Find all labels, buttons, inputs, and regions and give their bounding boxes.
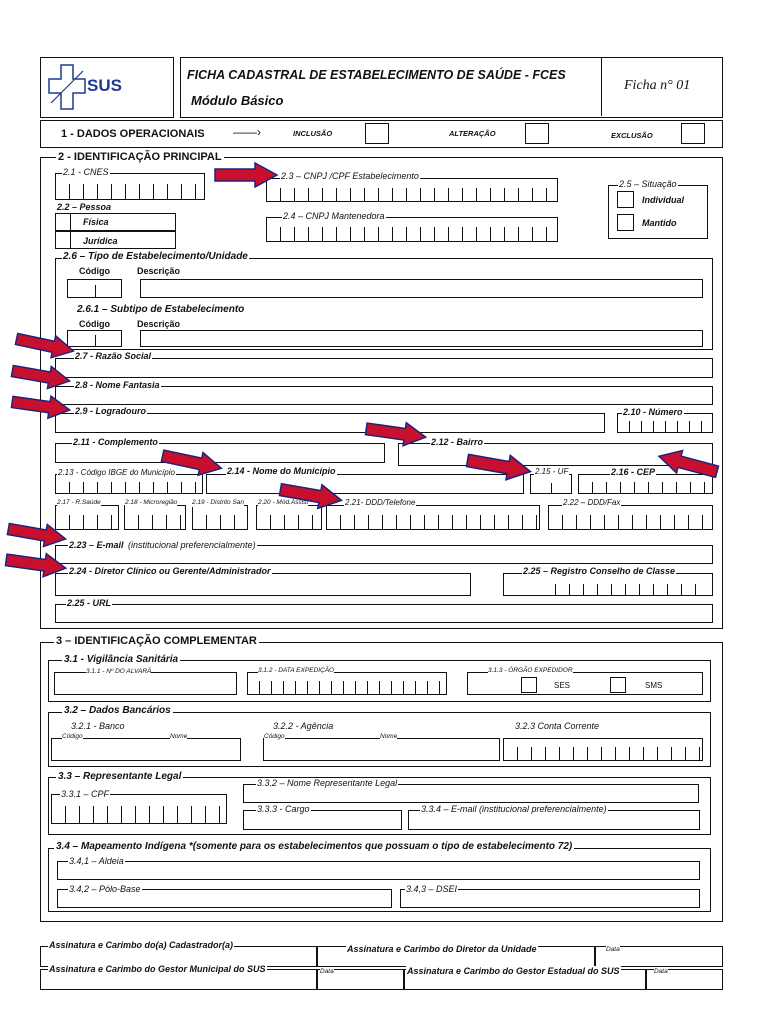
banco-label: 3.2.1 - Banco: [71, 721, 125, 731]
section-2-title: 2 - IDENTIFICAÇÃO PRINCIPAL: [58, 151, 222, 163]
logradouro-label: 2.9 - Logradouro: [75, 406, 147, 416]
juridica-label: Jurídica: [83, 236, 118, 246]
subtipo-descricao-label: Descrição: [137, 319, 181, 329]
vigilancia-sanitaria-label: 3.1 - Vigilância Sanitária: [64, 654, 179, 665]
cpf-label: 3.3.1 – CPF: [61, 789, 110, 799]
microregiao-label: 2.18 - Microregião: [125, 499, 178, 506]
banco-field[interactable]: [51, 738, 241, 761]
microregiao-field[interactable]: [124, 505, 186, 530]
banco-codigo-label: Código: [62, 733, 83, 740]
tipo-codigo-field[interactable]: [67, 279, 122, 298]
banco-nome-label: Nome: [170, 733, 188, 740]
situacao-label: 2.5 – Situação: [619, 179, 677, 189]
agencia-nome-label: Nome: [380, 733, 398, 740]
mantido-checkbox[interactable]: [617, 214, 634, 231]
inclusao-checkbox[interactable]: [365, 123, 389, 144]
url-label: 2.25 - URL: [67, 598, 112, 608]
uf-field[interactable]: [530, 474, 572, 494]
data-expedicao-label: 3.1.2 - DATA EXPEDIÇÃO: [258, 667, 335, 674]
tipo-descricao-label: Descrição: [137, 266, 181, 276]
ses-checkbox[interactable]: [521, 677, 537, 693]
logo-box: [40, 57, 174, 118]
cargo-label: 3.3.3 - Cargo: [257, 804, 310, 814]
codigo-ibge-label: 2.13 - Código IBGE do Município: [58, 468, 175, 477]
cnpj-mantenedora-label: 2.4 – CNPJ Mantenedora: [283, 211, 385, 221]
form-subtitle: Módulo Básico: [191, 93, 284, 108]
diretor-field[interactable]: [55, 573, 471, 596]
sms-checkbox[interactable]: [610, 677, 626, 693]
ficha-number: Ficha n° 01: [624, 78, 691, 93]
arrow-icon-cnpj: [213, 162, 279, 188]
signature-gestor-estadual-label: Assinatura e Carimbo do Gestor Estadual do SUS: [407, 966, 620, 976]
razao-social-field[interactable]: [55, 358, 713, 378]
cnes-label: 2.1 - CNES: [63, 167, 109, 177]
email-note: (institucional preferencialmente): [128, 540, 256, 550]
complemento-label: 2.11 - Complemento: [73, 437, 158, 447]
logo-text: SUS: [87, 76, 122, 95]
conta-corrente-field[interactable]: [503, 738, 703, 761]
registro-conselho-field[interactable]: [503, 573, 713, 596]
sms-label: SMS: [645, 681, 663, 690]
distrito-sanitario-field[interactable]: [192, 505, 248, 530]
arrow-right-icon: ——›: [233, 125, 261, 139]
agencia-field[interactable]: [263, 738, 500, 761]
signature-cadastrador-label: Assinatura e Carimbo do(a) Cadastrador(a): [49, 940, 234, 950]
mantido-label: Mantido: [642, 218, 677, 228]
alvara-label: 3.1.1 - Nº DO ALVARÁ: [86, 668, 152, 675]
aldeia-label: 3.4,1 – Aldeia: [69, 856, 124, 866]
agencia-codigo-label: Código: [264, 733, 285, 740]
signature-diretor-date-label: Data: [606, 946, 620, 953]
mapeamento-indigena-label: 3.4 – Mapeamento Indígena *(somente para os estabelecimentos que possuam o tipo de estabelecimento 72): [56, 841, 573, 852]
exclusao-checkbox[interactable]: [681, 123, 705, 144]
aldeia-field[interactable]: [57, 861, 700, 880]
nome-municipio-field[interactable]: [206, 474, 524, 494]
alteracao-checkbox[interactable]: [525, 123, 549, 144]
conta-corrente-label: 3.2.3 Conta Corrente: [515, 721, 600, 731]
alteracao-label: ALTERAÇÃO: [449, 129, 496, 138]
inclusao-label: INCLUSÃO: [293, 129, 333, 138]
modulo-assistencial-label: 2.20 - Mód.Assist: [258, 499, 309, 506]
signature-gestor-municipal-label: Assinatura e Carimbo do Gestor Municipal do SUS: [49, 964, 266, 974]
subtipo-descricao-field[interactable]: [140, 330, 703, 347]
polo-base-label: 3.4,2 – Pólo-Base: [69, 884, 141, 894]
url-field[interactable]: [55, 604, 713, 623]
cnes-field[interactable]: [55, 173, 205, 200]
orgao-expedidor-group: [467, 672, 703, 695]
nome-municipio-label: 2.14 - Nome do Município: [227, 466, 336, 476]
registro-conselho-label: 2.25 – Registro Conselho de Classe: [523, 566, 676, 576]
diretor-label: 2.24 - Diretor Clínico ou Gerente/Administrador: [69, 566, 271, 576]
cnpj-cpf-label: 2.3 – CNPJ /CPF Estabelecimento: [281, 171, 419, 181]
pessoa-juridica-option[interactable]: [55, 231, 176, 249]
ddd-telefone-field[interactable]: [326, 505, 540, 530]
dados-bancarios-label: 3.2 – Dados Bancários: [64, 705, 171, 716]
cnpj-cpf-field[interactable]: [266, 178, 558, 202]
regiao-saude-label: 2.17 - R.Saúde: [57, 499, 101, 506]
email-representante-label: 3.3.4 – E-mail (institucional preferencialmente): [421, 804, 607, 814]
tipo-descricao-field[interactable]: [140, 279, 703, 298]
ses-label: SES: [554, 681, 571, 690]
agencia-label: 3.2.2 - Agência: [273, 721, 334, 731]
pessoa-fisica-option[interactable]: [55, 213, 176, 231]
ddd-fax-label: 2.22 – DDD/Fax: [563, 498, 621, 507]
form-title: FICHA CADASTRAL DE ESTABELECIMENTO DE SAÚDE - FCES: [187, 68, 566, 82]
individual-checkbox[interactable]: [617, 191, 634, 208]
signature-gestor-municipal-date-label: Data: [320, 968, 334, 975]
ddd-fax-field[interactable]: [548, 505, 713, 530]
cep-label: 2.16 - CEP: [611, 467, 656, 477]
email-label: 2.23 – E-mail: [69, 540, 124, 550]
dsei-label: 3.4,3 – DSEI: [406, 884, 458, 894]
distrito-sanitario-label: 2.19 - Distrito San: [192, 499, 245, 506]
sus-cross-icon: [47, 63, 87, 111]
razao-social-label: 2.7 - Razão Social: [75, 351, 152, 361]
signature-gestor-estadual-date-label: Data: [654, 968, 668, 975]
data-expedicao-field[interactable]: [247, 672, 447, 695]
title-box: [180, 57, 723, 118]
individual-label: Individual: [642, 195, 685, 205]
numero-label: 2.10 - Número: [623, 407, 683, 417]
fisica-label: Física: [83, 217, 109, 227]
signature-diretor-label: Assinatura e Carimbo do Diretor da Unidade: [347, 944, 537, 954]
subtipo-label: 2.6.1 – Subtipo de Estabelecimento: [77, 304, 245, 315]
tipo-estabelecimento-label: 2.6 – Tipo de Estabelecimento/Unidade: [63, 251, 248, 262]
uf-label: 2.15 - UF: [535, 467, 569, 476]
nome-fantasia-label: 2.8 - Nome Fantasia: [75, 380, 160, 390]
ddd-telefone-label: 2.21- DDD/Telefone: [345, 498, 416, 507]
logradouro-field[interactable]: [55, 413, 605, 433]
section-3-title: 3 – IDENTIFICAÇÃO COMPLEMENTAR: [56, 635, 257, 647]
bairro-label: 2.12 - Bairro: [431, 437, 484, 447]
tipo-codigo-label: Código: [79, 266, 110, 276]
subtipo-codigo-label: Código: [79, 319, 110, 329]
orgao-expedidor-label: 3.1.3 - ÓRGÃO EXPEDIDOR: [488, 667, 573, 674]
situacao-group: [608, 185, 708, 239]
section-1-title: 1 - DADOS OPERACIONAIS: [61, 128, 205, 140]
nome-representante-label: 3.3.2 – Nome Representante Legal: [257, 778, 398, 788]
pessoa-label: 2.2 – Pessoa: [57, 202, 112, 212]
exclusao-label: EXCLUSÃO: [611, 131, 653, 140]
section-1-dados-operacionais: [40, 120, 723, 148]
representante-legal-label: 3.3 – Representante Legal: [58, 771, 182, 782]
